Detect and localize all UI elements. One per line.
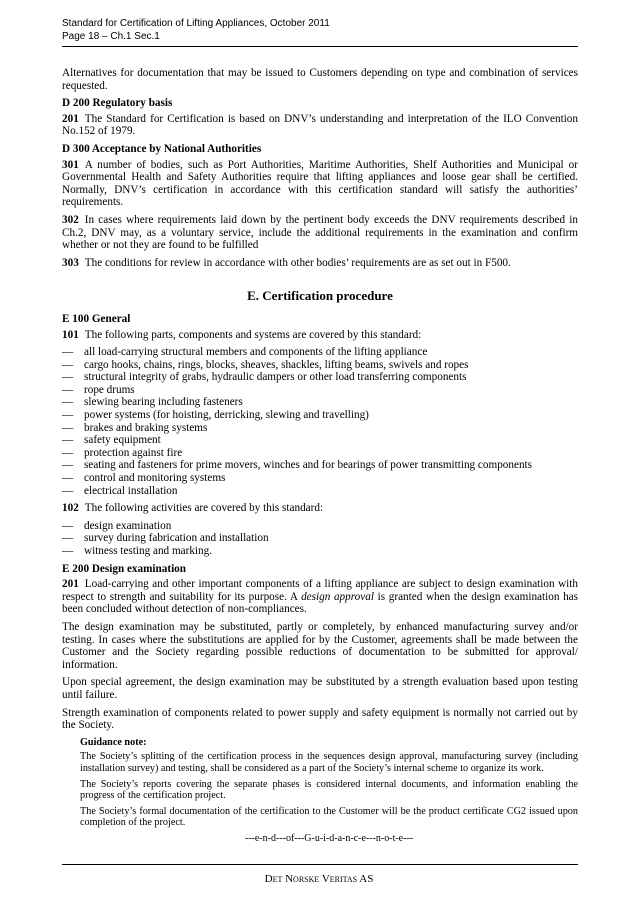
guidance-paragraph: The Society’s splitting of the certification process in the sequences design approval, manufacturing survey (including installation survey) and testing, shall be considered as a part of the Society’s internal scheme to organize its work.: [80, 751, 578, 774]
para-text: The conditions for review in accordance with other bodies’ requirements are as set out in F500.: [84, 256, 511, 269]
para-text: A number of bodies, such as Port Authorities, Maritime Authorities, Shelf Authorities and Municipal or Governmental Health and Safety Authorities require that lifting appliances and loose gear shall be certified. Normally, DNV’s certification in accordance with this certification standard will satisfy the authorities’ requirements.: [62, 158, 578, 209]
intro-paragraph: Alternatives for documentation that may be issued to Customers depending on type and combination of services requested.: [62, 67, 578, 92]
list-item: — all load-carrying structural members and components of the lifting appliance: [62, 346, 578, 359]
para-number: 303: [62, 256, 79, 269]
list-item: — brakes and braking systems: [62, 422, 578, 435]
e200-para-201: [62, 578, 578, 616]
list-item: — structural integrity of grabs, hydraulic dampers or other load transferring components: [62, 371, 578, 384]
section-e-title: E. Certification procedure: [247, 288, 393, 304]
footer: [0, 873, 638, 885]
list-item: — cargo hooks, chains, rings, blocks, sheaves, shackles, lifting beams, swivels and ropes: [62, 359, 578, 372]
substitution-paragraph: The design examination may be substituted, partly or completely, by enhanced manufacturing survey and/or testing. In cases where the substitutions are applied for by the Customer, agreements shall be made between the Customer and the Society regarding possible reductions of documentation to be submitted for approval/ information.: [62, 620, 578, 671]
list-item: — rope drums: [62, 384, 578, 397]
covered-activities-list: [62, 520, 578, 558]
para-number: 301: [62, 158, 79, 171]
header-rule: [62, 46, 578, 47]
page-body: [62, 67, 578, 844]
para-number: 101: [62, 328, 79, 341]
d300-heading: D 300 Acceptance by National Authorities: [62, 142, 262, 155]
footer-rule: [62, 864, 578, 865]
para-number: 201: [62, 578, 79, 591]
d300-para-301: [62, 159, 578, 209]
list-item: — control and monitoring systems: [62, 472, 578, 485]
list-item: — safety equipment: [62, 434, 578, 447]
strength-exam-paragraph: Strength examination of components related to power supply and safety equipment is normally not carried out by the Society.: [62, 706, 578, 732]
e100-para-101: [62, 329, 578, 342]
para-text: The following parts, components and systems are covered by this standard:: [84, 328, 422, 341]
d300-para-302: [62, 214, 578, 252]
design-approval-term: design approval: [301, 590, 374, 603]
list-item: — power systems (for hoisting, derricking, slewing and travelling): [62, 409, 578, 422]
special-agreement-paragraph: Upon special agreement, the design examination may be substituted by a strength evaluation based upon testing until failure.: [62, 676, 578, 701]
list-item: — protection against fire: [62, 447, 578, 460]
footer-publisher: Det Norske Veritas AS: [264, 873, 374, 885]
list-item: — design examination: [62, 520, 578, 533]
guidance-note: [80, 737, 578, 845]
header-title: Standard for Certification of Lifting Appliances, October 2011: [62, 18, 330, 29]
para-text: Load-carrying and other important components of a lifting appliance are subject to design examination with respect to strength and suitability for its purpose. A: [62, 578, 578, 603]
para-text: The following activities are covered by this standard:: [84, 502, 324, 515]
list-item: — electrical installation: [62, 485, 578, 498]
para-number: 102: [62, 502, 79, 515]
guidance-paragraph: The Society’s formal documentation of the certification to the Customer will be the product certificate CG2 issued upon completion of the project.: [80, 805, 578, 829]
para-text: In cases where requirements laid down by the pertinent body exceeds the DNV requirements described in Ch.2, DNV may, as a voluntary service, include the additional requirements in the examination and confirm whether or not they are found to be fulfilled: [62, 213, 578, 252]
d300-para-303: [62, 257, 578, 270]
list-item: — slewing bearing including fasteners: [62, 396, 578, 409]
para-number: 302: [62, 213, 79, 226]
e200-heading: E 200 Design examination: [62, 562, 187, 575]
running-header: [62, 17, 330, 43]
guidance-paragraph: The Society’s reports covering the separate phases is considered internal documents, and information enabling the progress of the certification project.: [80, 778, 578, 802]
e100-para-102: [62, 502, 578, 515]
e100-heading: E 100 General: [62, 312, 131, 325]
para-text: The Standard for Certification is based on DNV’s understanding and interpretation of the ILO Convention No.152 of 1979.: [62, 112, 578, 138]
para-number: 201: [62, 112, 79, 125]
list-item: — seating and fasteners for prime movers, winches and for bearings of power transmitting components: [62, 459, 578, 472]
d200-para-201: [62, 113, 578, 138]
list-item: — witness testing and marking.: [62, 545, 578, 558]
guidance-end-marker: ---e-n-d---of---G-u-i-d-a-n-c-e---n-o-t-e---: [244, 832, 414, 844]
header-page-ref: Page 18 – Ch.1 Sec.1: [62, 31, 160, 42]
guidance-title: Guidance note:: [80, 736, 147, 748]
d200-heading: D 200 Regulatory basis: [62, 97, 173, 110]
covered-parts-list: [62, 346, 578, 497]
list-item: — survey during fabrication and installation: [62, 532, 578, 545]
para-text: is granted when the design examination has been concluded without detection of non-compliances.: [62, 590, 578, 616]
